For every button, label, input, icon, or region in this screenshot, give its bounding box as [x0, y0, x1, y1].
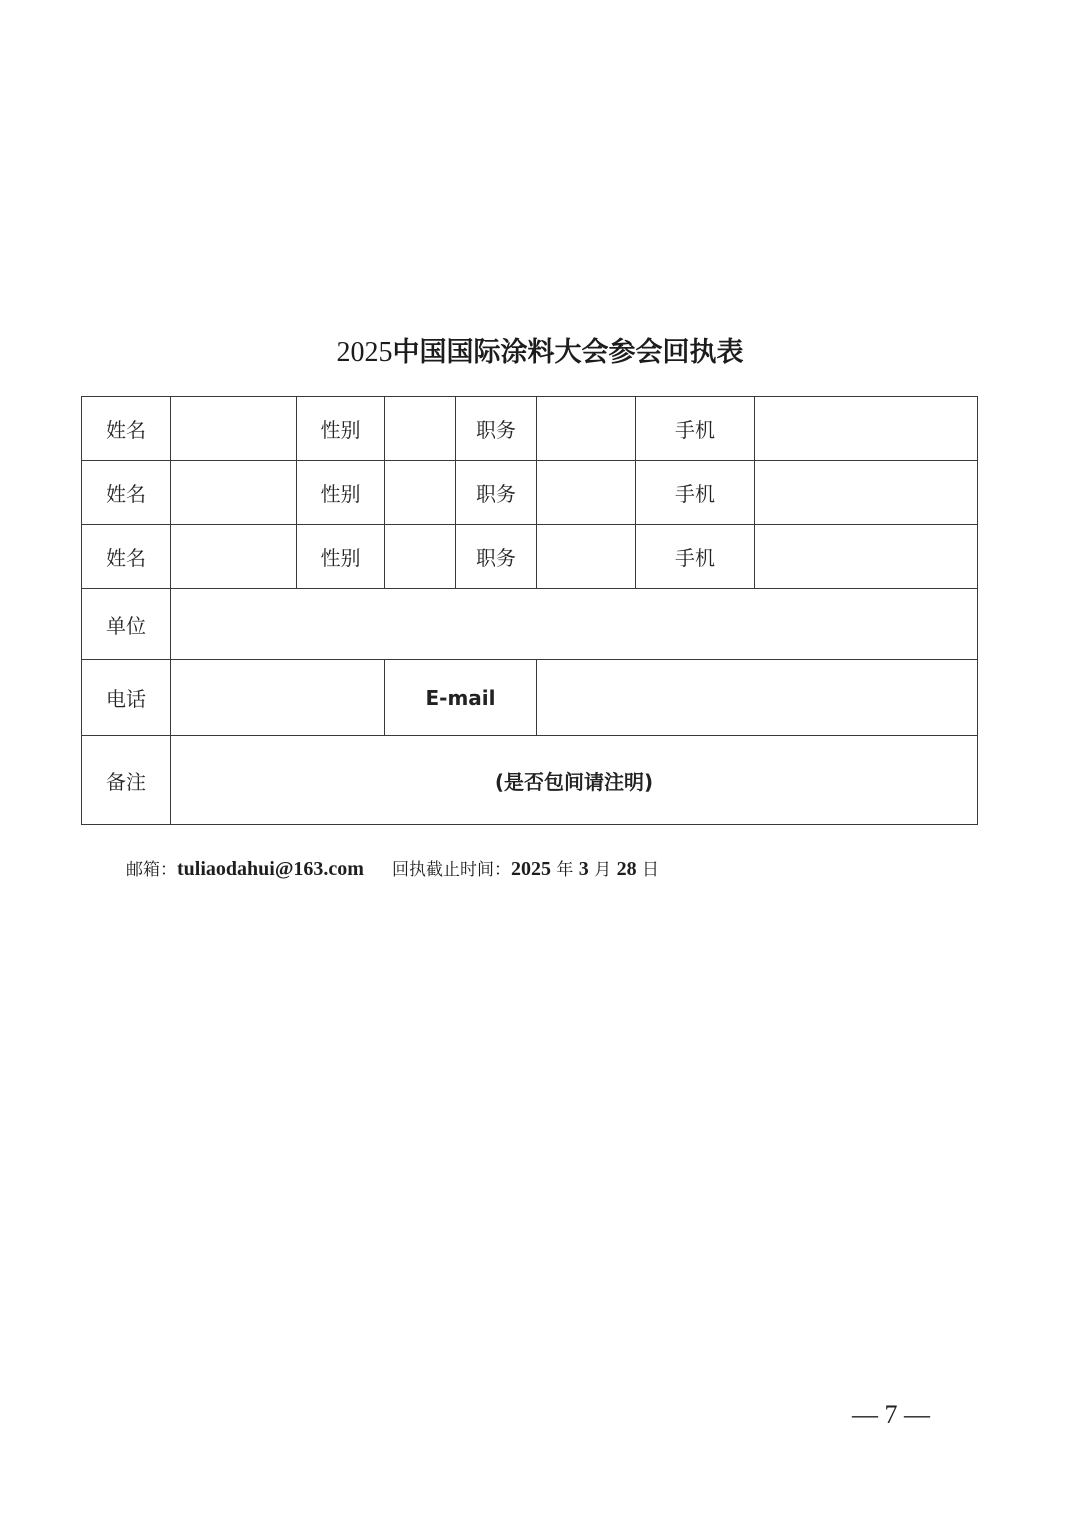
deadline-day: 28 — [616, 858, 637, 880]
name-field[interactable] — [171, 461, 297, 525]
title-text: 中国国际涂料大会参会回执表 — [392, 337, 744, 368]
mailbox-email[interactable]: tuliaodahui@163.com — [177, 858, 364, 880]
unit-row — [82, 589, 978, 660]
name-label: 姓名 — [82, 461, 171, 525]
deadline-month-unit: 月 — [594, 860, 612, 880]
position-field[interactable] — [537, 461, 636, 525]
deadline-month: 3 — [578, 858, 589, 880]
footer-info — [126, 855, 659, 881]
name-field[interactable] — [171, 397, 297, 461]
deadline-year: 2025 — [510, 858, 551, 880]
name-field[interactable] — [171, 525, 297, 589]
registration-form-table — [81, 396, 978, 825]
gender-field[interactable] — [385, 461, 456, 525]
mobile-label: 手机 — [636, 461, 755, 525]
deadline-label: 回执截止时间： — [391, 860, 511, 880]
name-label: 姓名 — [82, 397, 171, 461]
mailbox-label: 邮箱： — [126, 860, 177, 880]
remarks-label: 备注 — [82, 736, 171, 825]
position-label: 职务 — [456, 525, 537, 589]
contact-row — [82, 660, 978, 736]
remarks-hint: (是否包间请注明) — [494, 769, 654, 794]
position-field[interactable] — [537, 525, 636, 589]
gender-label: 性别 — [297, 525, 385, 589]
position-label: 职务 — [456, 461, 537, 525]
mobile-label: 手机 — [636, 397, 755, 461]
name-label: 姓名 — [82, 525, 171, 589]
position-field[interactable] — [537, 397, 636, 461]
unit-label: 单位 — [82, 589, 171, 660]
email-field[interactable] — [537, 660, 978, 736]
unit-field[interactable] — [171, 589, 978, 660]
person-row — [82, 461, 978, 525]
page-title — [0, 330, 1080, 369]
email-label: E-mail — [385, 660, 537, 736]
deadline-day-unit: 日 — [642, 860, 659, 880]
page-number: — 7 — — [852, 1400, 930, 1429]
deadline-year-unit: 年 — [556, 860, 574, 880]
gender-field[interactable] — [385, 397, 456, 461]
phone-field[interactable] — [171, 660, 385, 736]
remarks-field[interactable] — [171, 736, 978, 825]
mobile-field[interactable] — [755, 461, 978, 525]
gender-field[interactable] — [385, 525, 456, 589]
title-year: 2025 — [336, 337, 393, 368]
mobile-field[interactable] — [755, 525, 978, 589]
person-row — [82, 397, 978, 461]
mobile-label: 手机 — [636, 525, 755, 589]
person-row — [82, 525, 978, 589]
gender-label: 性别 — [297, 397, 385, 461]
mobile-field[interactable] — [755, 397, 978, 461]
phone-label: 电话 — [82, 660, 171, 736]
position-label: 职务 — [456, 397, 537, 461]
gender-label: 性别 — [297, 461, 385, 525]
remarks-row — [82, 736, 978, 825]
